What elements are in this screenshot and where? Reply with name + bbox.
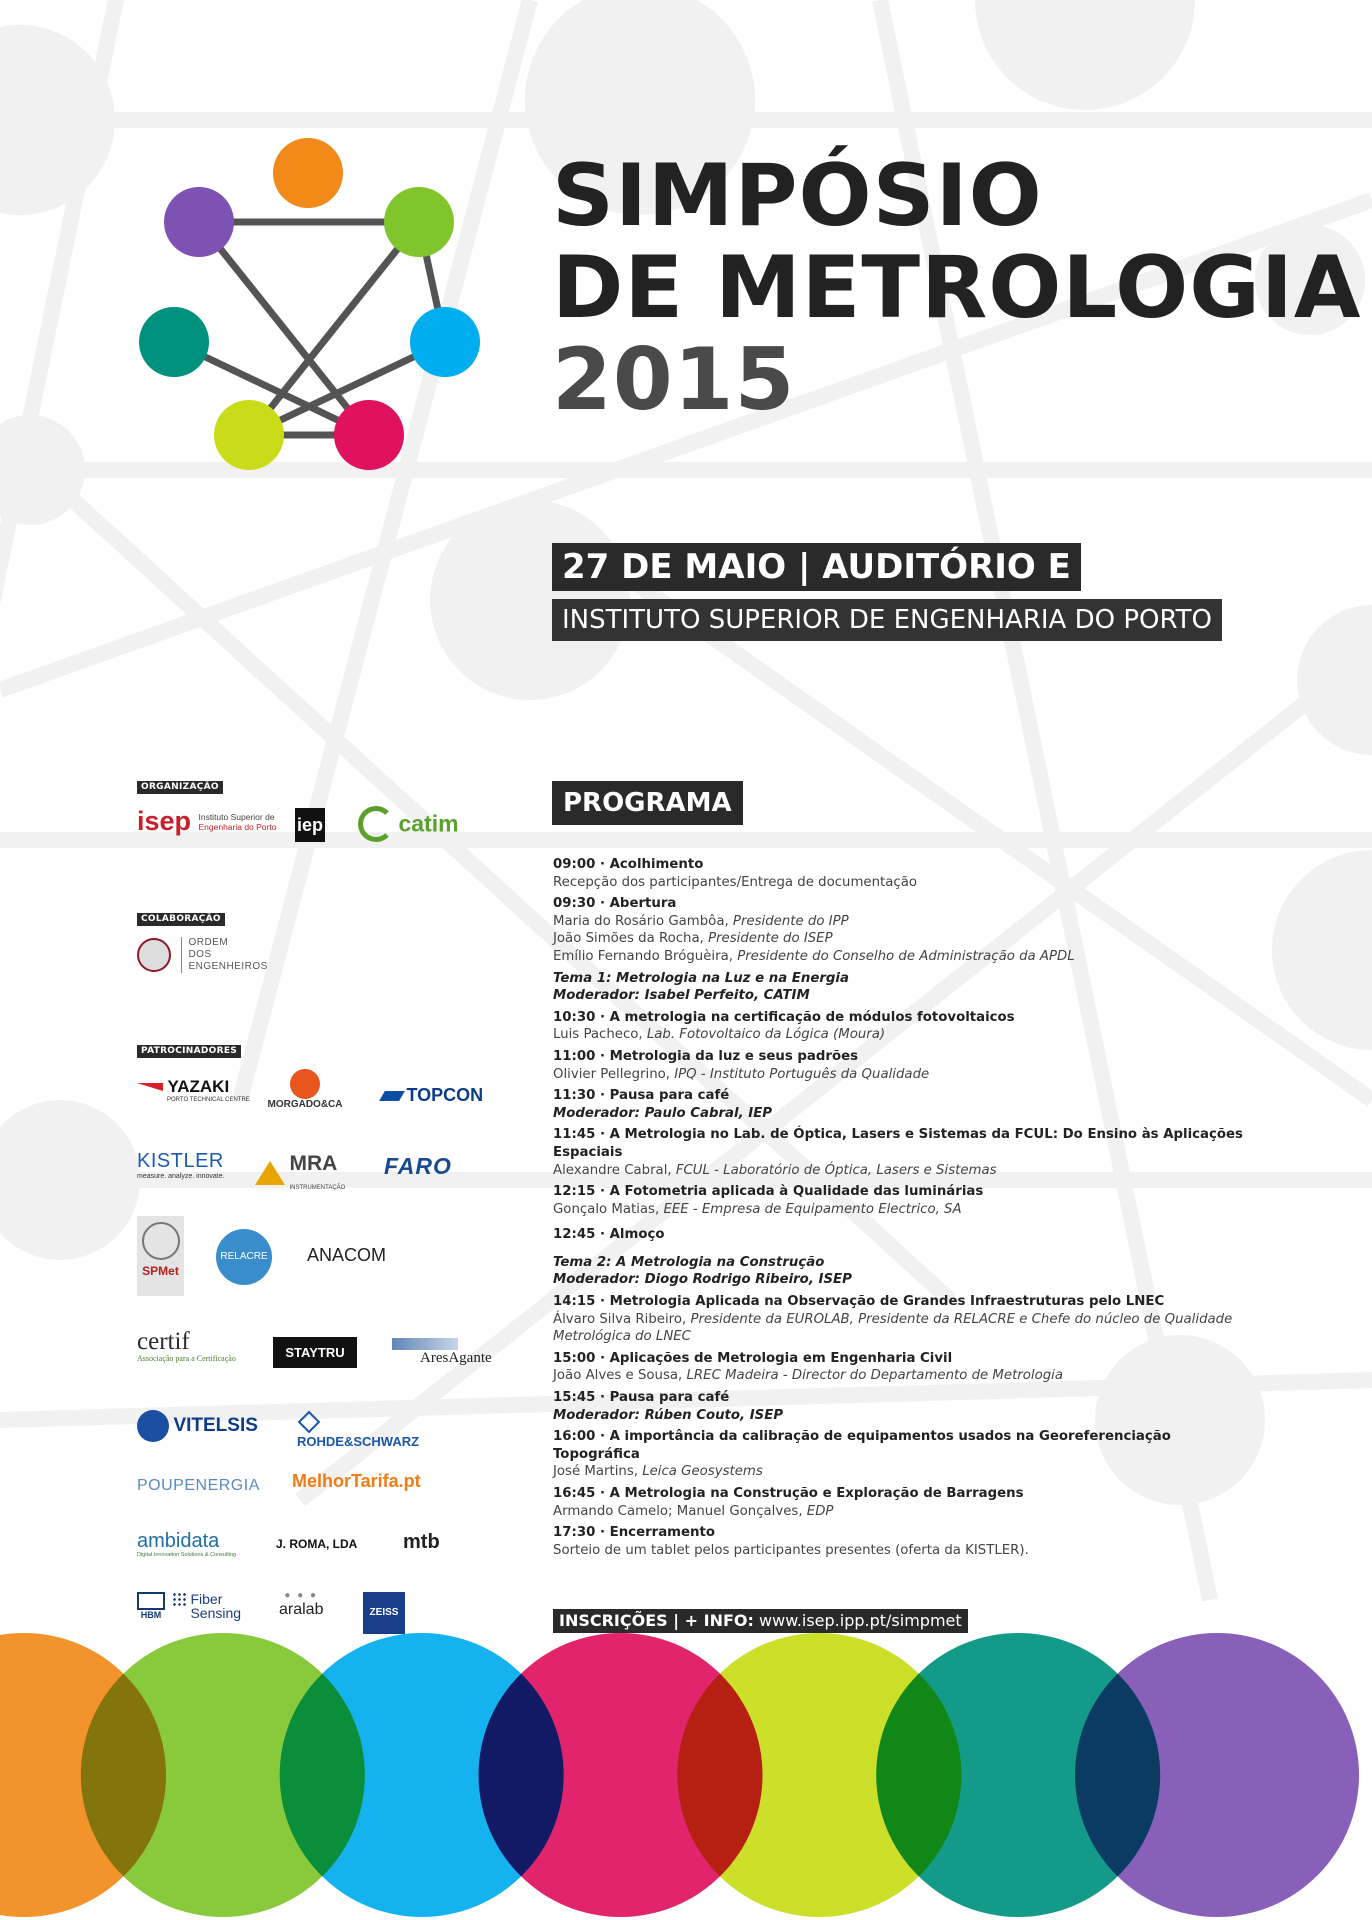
program-item — [553, 856, 1253, 891]
kistler-tagline: measure. analyze. innovate. — [137, 1173, 225, 1180]
relacre-logo: RELACRE — [216, 1229, 272, 1285]
program-session-title: 15:00 · Aplicações de Metrologia em Engenharia Civil — [553, 1350, 953, 1366]
program-speaker-line: Olivier Pellegrino, IPQ - Instituto Português da Qualidade — [553, 1066, 930, 1082]
program-item — [553, 1428, 1253, 1481]
logo-circle-lime — [214, 400, 284, 470]
program-moderator: Moderador: Rúben Couto, ISEP — [553, 1407, 784, 1423]
mra-logo — [255, 1152, 345, 1194]
logo-circle-green — [384, 187, 454, 257]
title-line-1: SIMPÓSIO — [552, 146, 1043, 246]
yazaki-logo-text: YAZAKI — [167, 1077, 230, 1096]
program-session-title: 09:30 · Abertura — [553, 896, 677, 912]
iep-logo: iep — [295, 808, 325, 842]
spmet-emblem-icon — [142, 1222, 180, 1260]
isep-subtitle-1: Instituto Superior de — [198, 811, 275, 822]
morgado-logo — [265, 1069, 345, 1110]
aresagante-logo — [392, 1338, 492, 1367]
yazaki-mark-icon — [137, 1083, 163, 1091]
program-theme: Tema 1: Metrologia na Luz e na Energia — [553, 970, 849, 986]
program-list — [553, 856, 1253, 1563]
program-item — [553, 1226, 1253, 1244]
program-item — [553, 1087, 1253, 1122]
program-speaker-line: Sorteio de um tablet pelos participantes presentes (oferta da KISTLER). — [553, 1542, 1029, 1558]
program-item — [553, 970, 1253, 1005]
aresagante-logo-text: AresAgante — [420, 1350, 492, 1366]
yazaki-subtitle: PORTO TECHNICAL CENTRE — [167, 1097, 250, 1103]
program-speaker-line: José Martins, Leica Geosystems — [553, 1464, 763, 1480]
program-session-title: 12:15 · A Fotometria aplicada à Qualidade das luminárias — [553, 1184, 984, 1200]
aralab-logo-text: aralab — [279, 1601, 324, 1618]
program-speaker-line: Metrológica do LNEC — [553, 1329, 691, 1345]
program-session-title: 16:45 · A Metrologia na Construção e Exploração de Barragens — [553, 1486, 1024, 1501]
mra-triangle-icon — [255, 1161, 285, 1185]
program-session-title: 11:30 · Pausa para café — [553, 1088, 730, 1104]
program-item — [553, 1485, 1253, 1520]
ambidata-subtitle: Digital Innovation Solutions & Consulting — [137, 1552, 237, 1558]
section-label-organization: ORGANIZAÇÃO — [137, 781, 223, 794]
catim-logo-text: catim — [398, 810, 459, 837]
date-venue-banner: 27 DE MAIO | AUDITÓRIO E — [552, 543, 1081, 591]
event-year: 2015 — [552, 330, 796, 430]
program-item — [553, 1254, 1253, 1289]
program-speaker-line: Alexandre Cabral, FCUL - Laboratório de Óptica, Lasers e Sistemas — [553, 1162, 997, 1178]
program-speaker-line: Maria do Rosário Gambôa, Presidente do IPP — [553, 913, 849, 929]
program-item — [553, 895, 1253, 965]
isep-subtitle-2: Engenharia do Porto — [198, 821, 277, 832]
melhortarifa-logo: MelhorTarifa.pt — [292, 1471, 421, 1491]
catim-logo — [358, 806, 459, 842]
spmet-logo-text: SPMet — [142, 1264, 179, 1278]
bottom-circles-decoration — [0, 1550, 1372, 1920]
program-session-title: 15:45 · Pausa para café — [553, 1390, 730, 1406]
spmet-logo — [137, 1216, 184, 1296]
ambidata-logo-text: ambidata — [137, 1530, 220, 1552]
ordem-text-2: DOS — [188, 949, 212, 960]
kistler-logo-text: KISTLER — [137, 1150, 224, 1172]
program-session-title: 14:15 · Metrologia Aplicada na Observação de Grandes Infraestruturas pelo LNEC — [553, 1294, 1165, 1310]
program-speaker-line: Luis Pacheco, Lab. Fotovoltaico da Lógica (Moura) — [553, 1027, 886, 1043]
fibersensing-text-1: Fiber — [190, 1591, 223, 1607]
rohde-diamond-icon — [298, 1411, 321, 1434]
morgado-logo-text: MORGADO&CA — [267, 1099, 343, 1110]
certif-logo — [137, 1330, 237, 1363]
mtb-logo: mtb — [403, 1531, 440, 1553]
program-item — [553, 1048, 1253, 1083]
registration-label: INSCRIÇÕES | + INFO: — [559, 1611, 754, 1630]
title-line-2: DE METROLOGIA — [552, 238, 1362, 338]
topcon-bird-icon — [379, 1091, 405, 1101]
program-session-title: 17:30 · Encerramento — [553, 1525, 716, 1541]
faro-logo: FARO — [384, 1153, 452, 1179]
program-session-title: 10:30 · A metrologia na certificação de módulos fotovoltaicos — [553, 1009, 1015, 1025]
logo-circle-magenta — [334, 400, 404, 470]
program-item — [553, 1350, 1253, 1385]
vitelsis-logo-text: VITELSIS — [173, 1415, 258, 1436]
rohde-logo-text: ROHDE&SCHWARZ — [297, 1434, 420, 1449]
program-speaker-line: Armando Camelo; Manuel Gonçalves, EDP — [553, 1503, 834, 1519]
program-speaker-line: Gonçalo Matias, EEE - Empresa de Equipamento Electrico, SA — [553, 1201, 962, 1217]
event-title — [552, 146, 1362, 430]
isep-logo-text: isep — [137, 806, 192, 836]
morgado-circle-icon — [290, 1069, 320, 1099]
topcon-logo-text: TOPCON — [406, 1085, 484, 1105]
program-item — [553, 1009, 1253, 1044]
mra-logo-text: MRA — [289, 1152, 338, 1175]
program-item — [553, 1293, 1253, 1346]
isep-logo — [137, 806, 276, 837]
certif-subtitle: Associação para a Certificação — [137, 1354, 236, 1363]
program-session-title: 16:00 · A importância da calibração de equipamentos usados na Georeferenciação Topográfica — [553, 1429, 1171, 1462]
logo-circle-orange — [273, 138, 343, 208]
hbm-logo-text: HBM — [140, 1610, 162, 1620]
yazaki-logo — [137, 1077, 250, 1103]
section-label-sponsors: PATROCINADORES — [137, 1045, 241, 1058]
bottom-circle-purple — [1075, 1633, 1359, 1917]
program-item — [553, 1126, 1253, 1179]
ordem-text-3: ENGENHEIROS — [188, 961, 268, 972]
topcon-logo — [382, 1085, 483, 1106]
rohde-schwarz-logo — [297, 1414, 419, 1449]
program-speaker-line: João Simões da Rocha, Presidente do ISEP — [553, 931, 833, 947]
ordem-engenheiros-logo — [137, 937, 268, 973]
program-session-title: 11:45 · A Metrologia no Lab. de Óptica, Lasers e Sistemas da FCUL: Do Ensino às Aplicações Espaciais — [553, 1127, 1243, 1160]
logo-circle-purple — [164, 187, 234, 257]
vitelsis-circle-icon — [137, 1410, 169, 1442]
aralab-dots-icon: ● ● ● — [284, 1590, 319, 1601]
poupenergia-logo: POUPENERGIA — [137, 1477, 260, 1494]
program-session-title: 09:00 · Acolhimento — [553, 857, 704, 872]
event-logo — [130, 130, 490, 480]
catim-swirl-icon — [358, 806, 394, 842]
logo-circle-blue — [410, 307, 480, 377]
aresagante-banner-icon — [392, 1338, 458, 1350]
institution-banner: INSTITUTO SUPERIOR DE ENGENHARIA DO PORTO — [552, 599, 1222, 641]
program-speaker-line: Emílio Fernando Bróguèira, Presidente do Conselho de Administração da APDL — [553, 948, 1075, 964]
registration-link[interactable]: www.isep.ipp.pt/simpmet — [759, 1611, 962, 1630]
anacom-logo: ANACOM — [307, 1245, 387, 1265]
program-moderator: Moderador: Paulo Cabral, IEP — [553, 1105, 773, 1121]
certif-logo-text: certif — [137, 1328, 190, 1355]
staytru-logo: STAYTRU — [273, 1337, 357, 1368]
program-moderator: Moderador: Isabel Perfeito, CATIM — [553, 988, 810, 1004]
program-speaker-line: João Alves e Sousa, LREC Madeira - Director do Departamento de Metrologia — [553, 1368, 1064, 1384]
program-theme: Tema 2: A Metrologia na Construção — [553, 1254, 825, 1270]
program-session-title: 11:00 · Metrologia da luz e seus padrões — [553, 1048, 859, 1064]
logo-circle-teal — [139, 307, 209, 377]
ordem-seal-icon — [137, 938, 171, 972]
zeiss-logo: ZEISS — [363, 1592, 405, 1634]
kistler-logo — [137, 1150, 225, 1180]
section-label-collaboration: COLABORAÇÃO — [137, 913, 225, 926]
program-speaker-line: Álvaro Silva Ribeiro, Presidente da EUROLAB, Presidente da RELACRE e Chefe do núcleo de Qualidade — [553, 1311, 1233, 1327]
ordem-text-1: ORDEM — [188, 937, 229, 948]
fibersensing-text-2: Sensing — [190, 1605, 242, 1621]
mra-subtitle: INSTRUMENTAÇÃO — [289, 1185, 346, 1191]
program-session-title: 12:45 · Almoço — [553, 1227, 665, 1243]
program-speaker-line: Recepção dos participantes/Entrega de documentação — [553, 874, 917, 890]
program-heading: PROGRAMA — [552, 781, 743, 825]
vitelsis-logo — [137, 1410, 258, 1442]
program-item — [553, 1183, 1253, 1218]
jroma-logo: J. ROMA, LDA — [276, 1537, 358, 1551]
program-item — [553, 1389, 1253, 1424]
program-moderator: Moderador: Diogo Rodrigo Ribeiro, ISEP — [553, 1272, 852, 1288]
